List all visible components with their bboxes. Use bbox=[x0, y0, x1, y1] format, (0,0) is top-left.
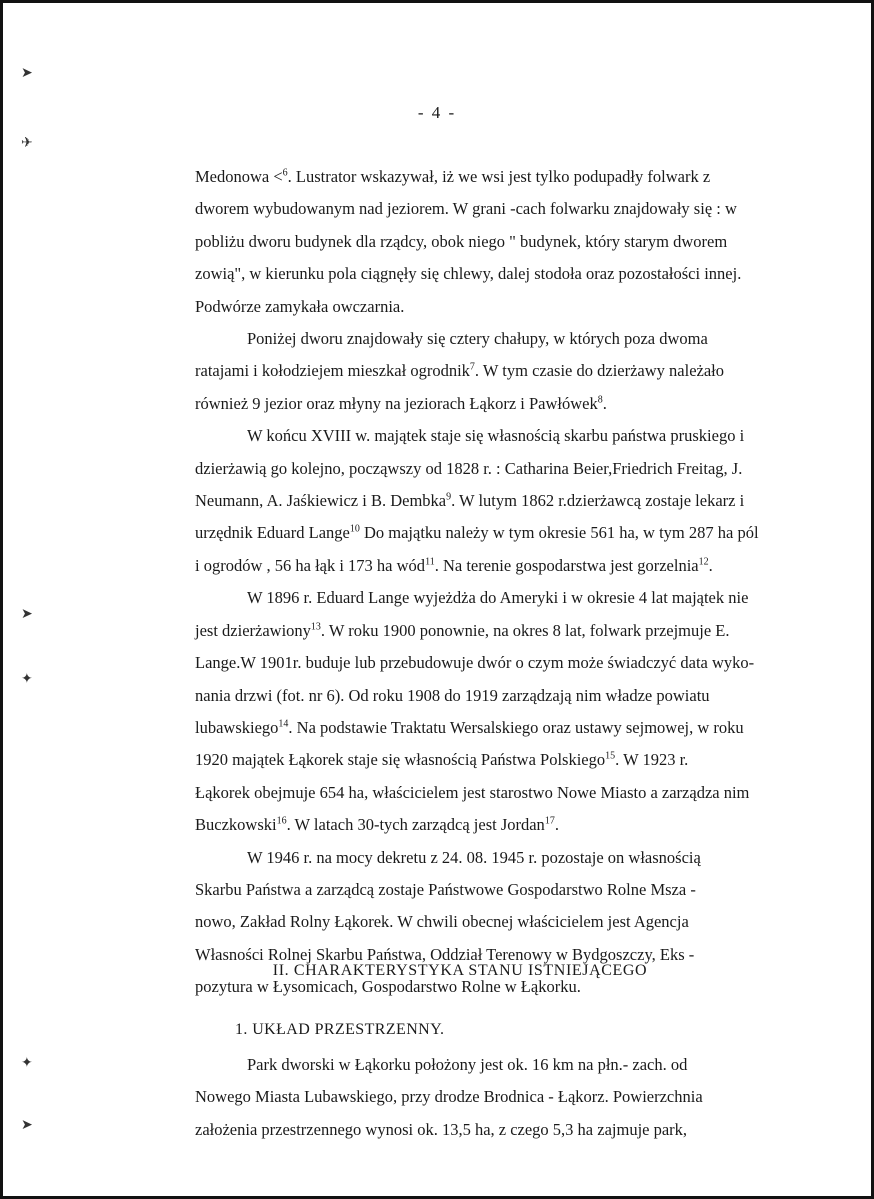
text-run: Podwórze zamykała owczarnia. bbox=[195, 296, 405, 316]
paragraph bbox=[195, 582, 795, 841]
margin-mark: ✈ bbox=[21, 135, 33, 151]
margin-mark: ✦ bbox=[21, 671, 33, 687]
text-run: Neumann, A. Jaśkiewicz i B. Dembka bbox=[195, 491, 447, 511]
text-run: 1920 majątek Łąkorek staje się własnością Państwa Polskiego bbox=[195, 750, 606, 770]
section-text bbox=[195, 1049, 795, 1146]
text-run: . W roku 1900 ponownie, na okres 8 lat, folwark przejmuje E. bbox=[320, 620, 730, 640]
footnote-ref: 14 bbox=[278, 718, 289, 730]
text-run: Poniżej dworu znajdowały się cztery chałupy, w których poza dwoma bbox=[247, 329, 708, 349]
text-run: . W 1923 r. bbox=[615, 750, 689, 770]
text-line bbox=[195, 809, 795, 841]
text-line bbox=[195, 582, 795, 614]
footnote-ref: 7 bbox=[469, 361, 475, 373]
text-line bbox=[195, 193, 795, 225]
text-run: W 1896 r. Eduard Lange wyjeżdża do Ameryki i w okresie 4 lat majątek nie bbox=[247, 588, 749, 608]
margin-mark: ➤ bbox=[21, 1117, 33, 1133]
text-run: . Lustrator wskazywał, iż we wsi jest tylko podupadły folwark z bbox=[287, 167, 711, 186]
text-run: Lange.W 1901r. buduje lub przebudowuje dwór o czym może świadczyć data wyko- bbox=[195, 653, 755, 673]
text-line bbox=[195, 355, 795, 387]
text-line bbox=[195, 615, 795, 647]
margin-mark: ➤ bbox=[21, 65, 33, 81]
text-line bbox=[195, 388, 795, 420]
text-run: lubawskiego bbox=[195, 717, 279, 737]
text-line bbox=[195, 842, 795, 874]
text-line bbox=[195, 906, 795, 938]
footnote-ref: 15 bbox=[605, 750, 616, 762]
text-run: urzędnik Eduard Lange bbox=[195, 523, 350, 543]
text-line bbox=[195, 874, 795, 906]
text-run: . W latach 30-tych zarządcą jest Jordan bbox=[286, 815, 545, 835]
text-run: . bbox=[554, 815, 559, 835]
footnote-ref: 12 bbox=[698, 556, 709, 568]
footnote-ref: 8 bbox=[597, 394, 603, 406]
text-run: i ogrodów , 56 ha łąk i 173 ha wód bbox=[195, 555, 426, 575]
section-heading: II. CHARAKTERYSTYKA STANU ISTNIEJĄCEGO bbox=[272, 962, 648, 979]
body-text bbox=[195, 161, 795, 1004]
footnote-ref: 6 bbox=[282, 167, 288, 179]
text-run: dzierżawią go kolejno, począwszy od 1828 r. : Catharina Beier,Friedrich Freitag, J. bbox=[195, 458, 743, 478]
text-line bbox=[195, 420, 795, 452]
text-line bbox=[195, 680, 795, 712]
footnote-ref: 9 bbox=[446, 491, 452, 503]
text-run: również 9 jezior oraz młyny na jeziorach Łąkorz i Pawłówek bbox=[195, 393, 598, 413]
text-run: W końcu XVIII w. majątek staje się własnością skarbu państwa pruskiego i bbox=[247, 426, 745, 446]
text-run: pozytura w Łysomicach, Gospodarstwo Rolne w Łąkorku. bbox=[195, 977, 581, 997]
text-run: W 1946 r. na mocy dekretu z 24. 08. 1945 r. pozostaje on własnością bbox=[247, 847, 701, 867]
text-run: Do majątku należy w tym okresie 561 ha, w tym 287 ha pól bbox=[359, 523, 759, 543]
text-run: pobliżu dworu budynek dla rządcy, obok niego " budynek, który starym dworem bbox=[195, 231, 728, 251]
text-run: . W tym czasie do dzierżawy należało bbox=[474, 361, 724, 381]
footnote-ref: 13 bbox=[310, 621, 321, 633]
margin-mark: ✦ bbox=[21, 1055, 33, 1071]
text-run: nania drzwi (fot. nr 6). Od roku 1908 do 1919 zarządzają nim władze powiatu bbox=[195, 685, 710, 705]
text-run: . W lutym 1862 r.dzierżawcą zostaje lekarz i bbox=[451, 491, 745, 511]
text-line bbox=[195, 777, 795, 809]
text-line bbox=[195, 226, 795, 258]
text-run: Park dworski w Łąkorku położony jest ok. 16 km na płn.- zach. od bbox=[247, 1055, 688, 1074]
footnote-ref: 10 bbox=[349, 523, 360, 535]
margin-mark: ➤ bbox=[21, 606, 33, 622]
paragraph bbox=[195, 323, 795, 420]
text-run: dworem wybudowanym nad jeziorem. W grani -cach folwarku znajdowały się : w bbox=[195, 199, 737, 219]
text-run: nowo, Zakład Rolny Łąkorek. W chwili obecnej właścicielem jest Agencja bbox=[195, 912, 689, 932]
text-line bbox=[195, 1049, 795, 1081]
text-line bbox=[195, 323, 795, 355]
paragraph bbox=[195, 420, 795, 582]
text-line bbox=[195, 744, 795, 776]
text-run: Łąkorek obejmuje 654 ha, właścicielem jest starostwo Nowe Miasto a zarządza nim bbox=[195, 782, 750, 802]
text-run: jest dzierżawiony bbox=[195, 620, 311, 640]
text-run: . bbox=[602, 393, 607, 413]
page-number: - 4 - bbox=[417, 103, 457, 122]
text-line bbox=[195, 258, 795, 290]
text-run: . Na podstawie Traktatu Wersalskiego oraz ustawy sejmowej, w roku bbox=[288, 717, 744, 737]
footnote-ref: 17 bbox=[544, 815, 555, 827]
text-line bbox=[195, 647, 795, 679]
text-line bbox=[195, 453, 795, 485]
text-run: . Na terenie gospodarstwa jest gorzelnia bbox=[434, 555, 699, 575]
text-run: Medonowa < bbox=[195, 167, 283, 186]
text-line bbox=[195, 1081, 795, 1113]
text-run: Skarbu Państwa a zarządcą zostaje Państwowe Gospodarstwo Rolne Msza - bbox=[195, 879, 696, 899]
footnote-ref: 16 bbox=[276, 815, 287, 827]
text-run: Nowego Miasta Lubawskiego, przy drodze Brodnica - Łąkorz. Powierzchnia bbox=[195, 1087, 703, 1107]
text-run: Buczkowski bbox=[195, 815, 277, 835]
text-run: zowią", w kierunku pola ciągnęły się chlewy, dalej stodoła oraz pozostałości innej. bbox=[195, 264, 742, 284]
subsection-heading: 1. UKŁAD PRZESTRZENNY. bbox=[235, 1021, 445, 1038]
text-line bbox=[195, 485, 795, 517]
text-line bbox=[195, 1114, 795, 1146]
text-line bbox=[195, 517, 795, 549]
text-run: ratajami i kołodziejem mieszkał ogrodnik bbox=[195, 361, 470, 381]
text-run: . bbox=[708, 555, 713, 575]
text-line bbox=[195, 161, 795, 193]
text-line bbox=[195, 550, 795, 582]
footnote-ref: 11 bbox=[425, 556, 435, 568]
text-line bbox=[195, 291, 795, 323]
paragraph bbox=[195, 161, 795, 323]
text-run: Własności Rolnej Skarbu Państwa, Oddział Terenowy w Bydgoszczy, Eks - bbox=[195, 944, 695, 964]
text-run: założenia przestrzennego wynosi ok. 13,5 ha, z czego 5,3 ha zajmuje park, bbox=[195, 1119, 688, 1139]
text-line bbox=[195, 712, 795, 744]
